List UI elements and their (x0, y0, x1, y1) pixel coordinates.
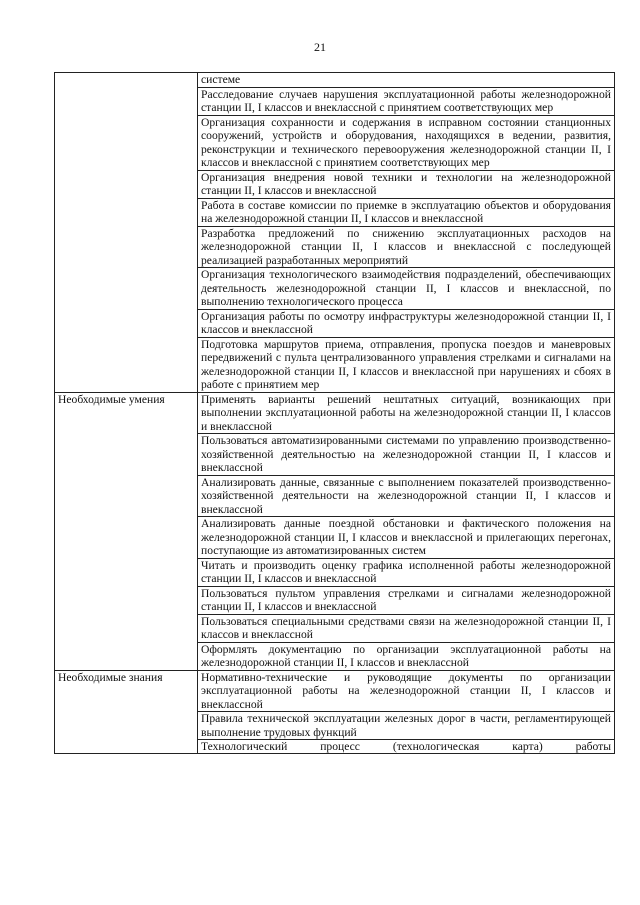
table-cell: Применять варианты решений нештатных ситуаций, возникающих при выполнении эксплуатационной работы на железнодорожной станции II, I классов и внеклассной (198, 392, 615, 434)
table-cell: Пользоваться пультом управления стрелками и сигналами железнодорожной станции II, I классов и внеклассной (198, 586, 615, 614)
competency-table (54, 72, 615, 754)
table-cell: Организация технологического взаимодействия подразделений, обеспечивающих деятельность железнодорожной станции II, I классов и внеклассной, по выполнению технологического процесса (198, 268, 615, 310)
table-cell: Читать и производить оценку графика исполненной работы железнодорожной станции II, I классов и внеклассной (198, 558, 615, 586)
cell-text: Технологический процесс (технологическая карта) работы (201, 740, 611, 753)
table-row (55, 670, 615, 712)
table-row (55, 73, 615, 88)
table-cell: системе (198, 73, 615, 88)
table-cell: Нормативно-технические и руководящие документы по организации эксплуатационной работы на железнодорожной станции II, I классов и внеклассной (198, 670, 615, 712)
section-label (55, 73, 198, 393)
table-cell: Организация сохранности и содержания в исправном состоянии станционных сооружений, устройств и оборудования, находящихся в ведении, развития, реконструкции и технического перевооружения железнодорожной станции II, I классов и внеклассной с принятием соответствующих мер (198, 115, 615, 170)
section-label: Необходимые умения (55, 392, 198, 670)
table-cell: Разработка предложений по снижению эксплуатационных расходов на железнодорожной станции II, I классов и внеклассной с последующей реализацией разработанных мероприятий (198, 226, 615, 268)
table-cell: Пользоваться автоматизированными системами по управлению производственно-хозяйственной деятельностью на железнодорожной станции II, I классов и внеклассной (198, 434, 615, 476)
competency-table-body (55, 73, 615, 754)
table-cell (198, 740, 615, 754)
table-cell: Правила технической эксплуатации железных дорог в части, регламентирующей выполнение трудовых функций (198, 712, 615, 740)
table-cell: Оформлять документацию по организации эксплуатационной работы на железнодорожной станции II, I классов и внеклассной (198, 642, 615, 670)
table-cell: Анализировать данные поездной обстановки и фактического положения на железнодорожной станции II, I классов и внеклассной и прилегающих перегонах, поступающие из автоматизированных систем (198, 517, 615, 559)
table-cell: Организация работы по осмотру инфраструктуры железнодорожной станции II, I классов и внеклассной (198, 309, 615, 337)
table-row (55, 392, 615, 434)
table-cell: Расследование случаев нарушения эксплуатационной работы железнодорожной станции II, I классов и внеклассной с принятием соответствующих мер (198, 87, 615, 115)
table-cell: Подготовка маршрутов приема, отправления, пропуска поездов и маневровых передвижений с пульта централизованного управления стрелками и сигналами на железнодорожной станции II, I классов и внеклассной при нарушениях и сбоях в работе с принятием мер (198, 337, 615, 392)
table-cell: Пользоваться специальными средствами связи на железнодорожной станции II, I классов и внеклассной (198, 614, 615, 642)
table-cell: Работа в составе комиссии по приемке в эксплуатацию объектов и оборудования на железнодорожной станции II, I классов и внеклассной (198, 198, 615, 226)
table-cell: Организация внедрения новой техники и технологии на железнодорожной станции II, I классов и внеклассной (198, 170, 615, 198)
page-number: 21 (314, 40, 326, 54)
table-cell: Анализировать данные, связанные с выполнением показателей производственно-хозяйственной деятельности на железнодорожной станции II, I классов и внеклассной (198, 475, 615, 517)
section-label: Необходимые знания (55, 670, 198, 754)
